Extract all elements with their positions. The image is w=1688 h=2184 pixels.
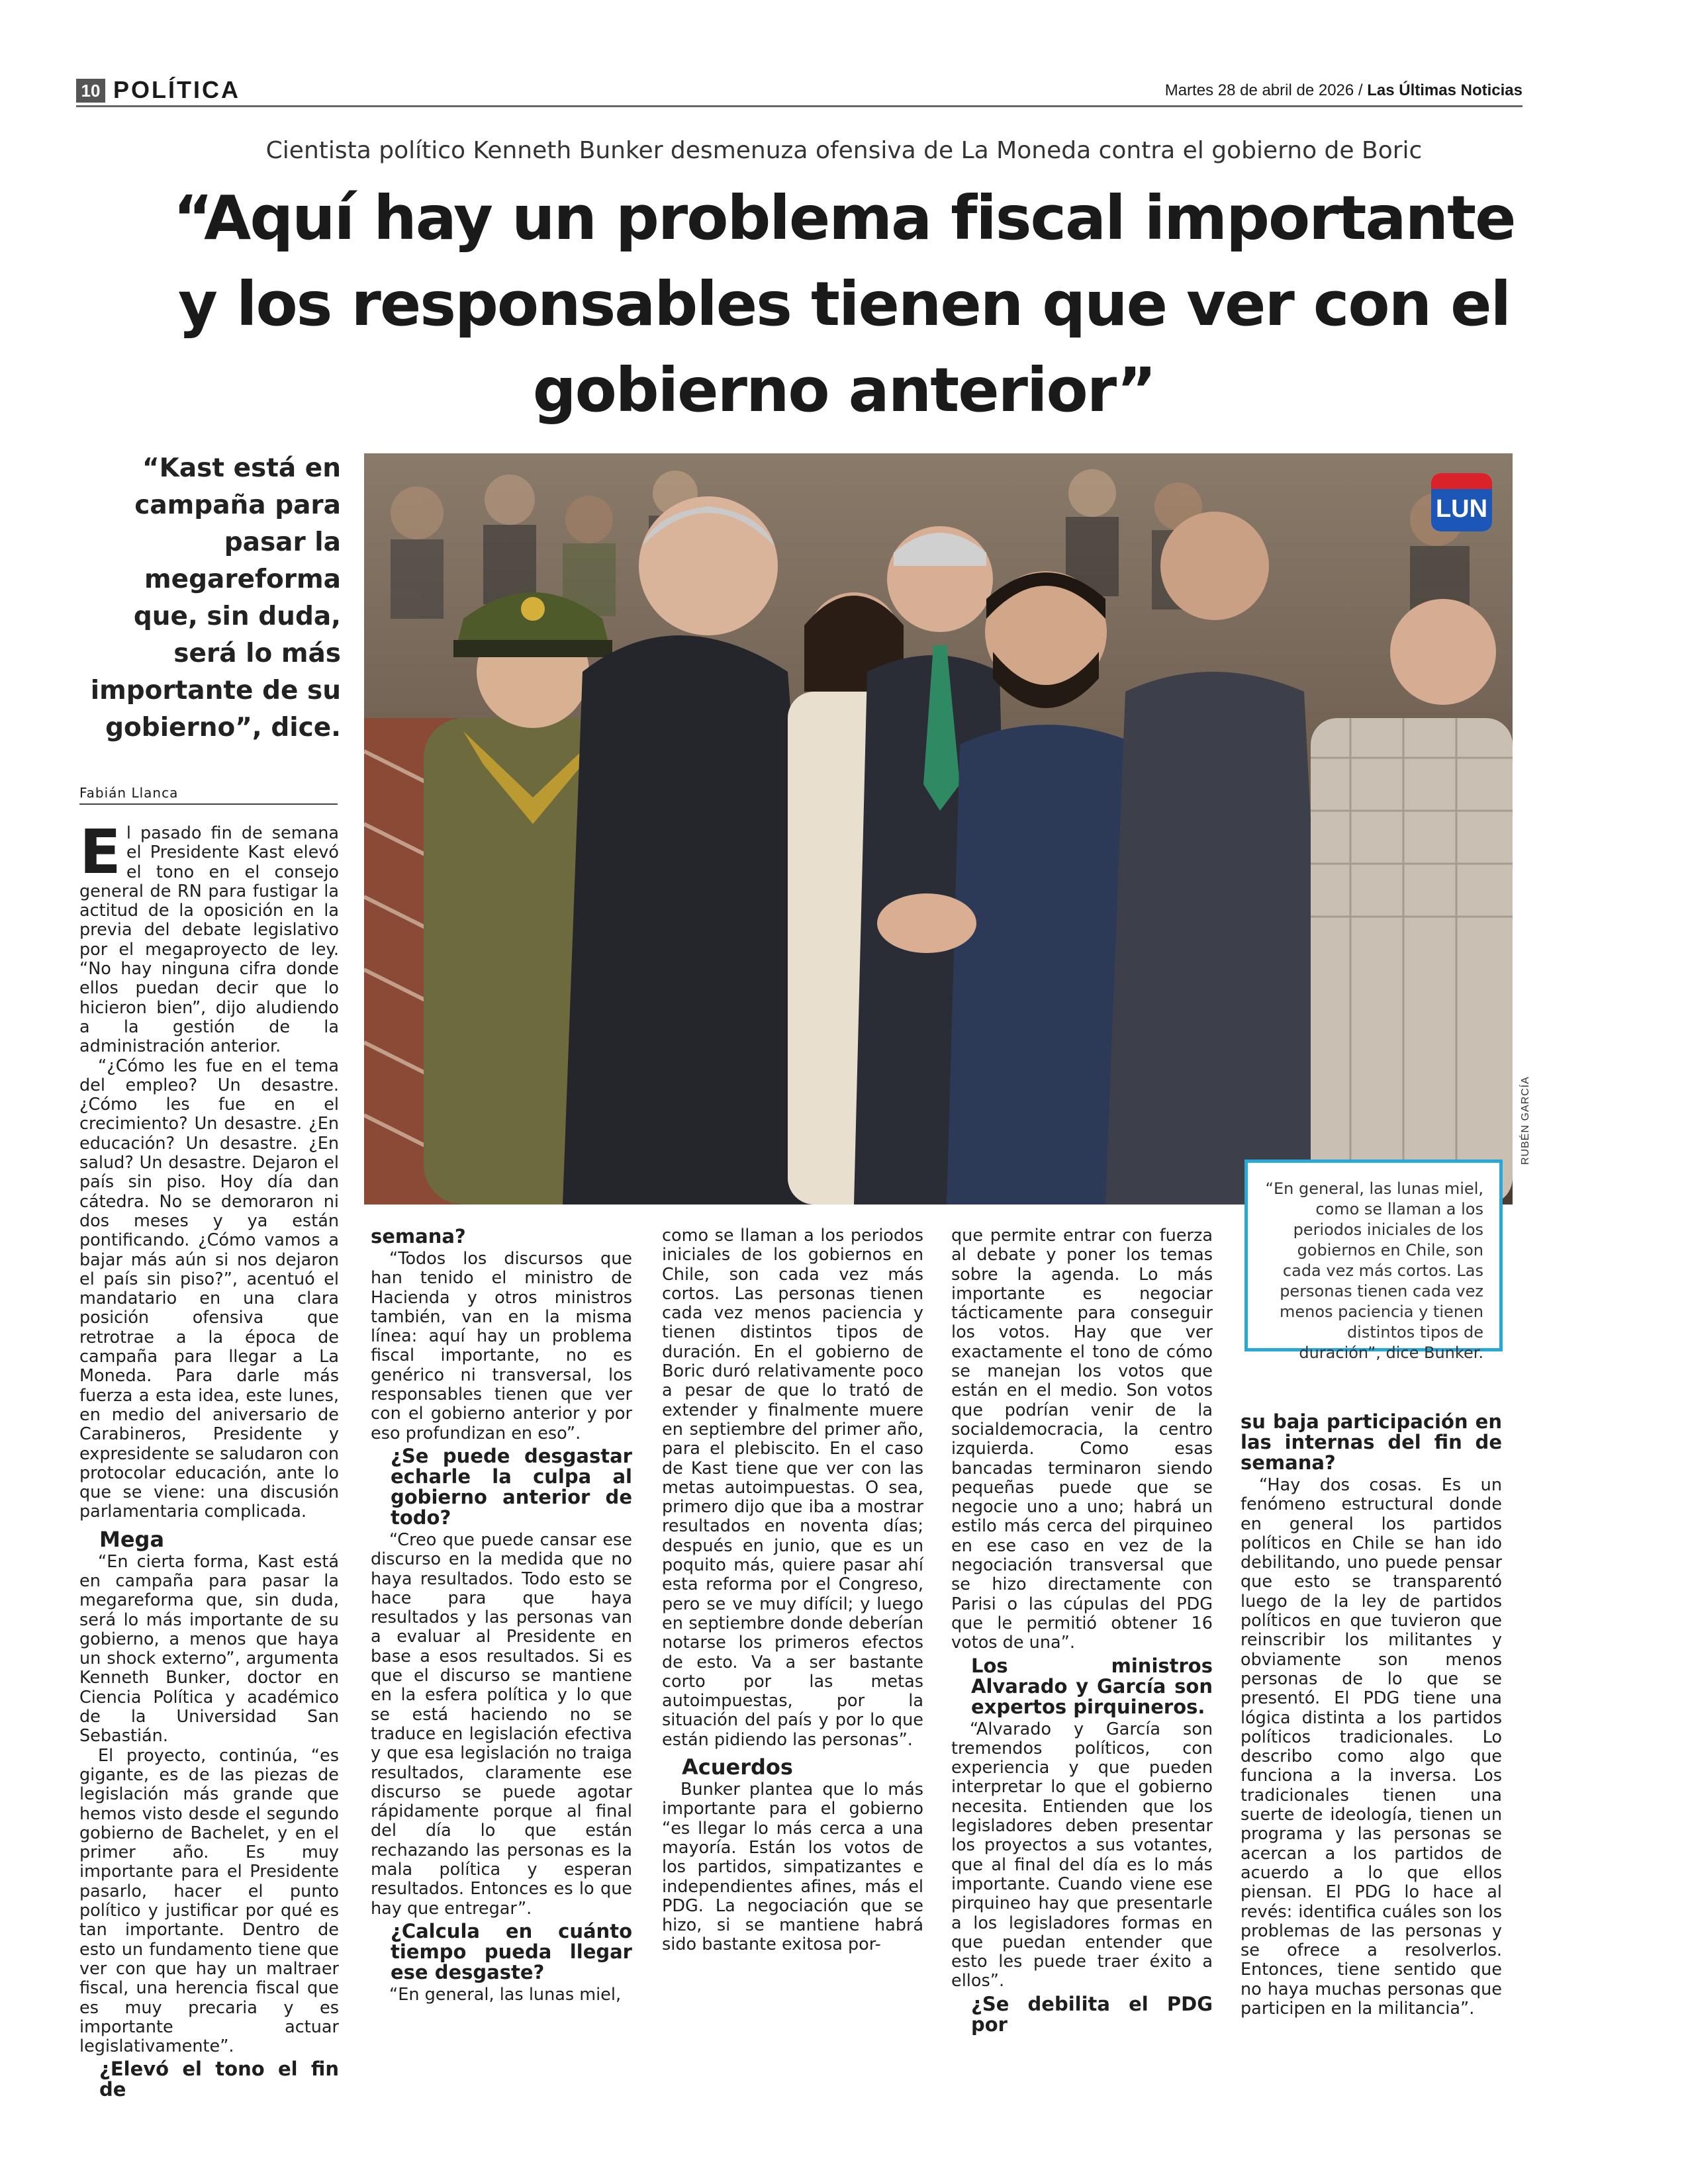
body-paragraph: “En general, las lunas miel, <box>389 1984 622 2005</box>
headline-line: “Aquí hay un problema fiscal importante <box>173 183 1515 253</box>
body-paragraph: El proyecto, continúa, “es gigante, es de las piezas de legislación más grande que hemos visto desde el segundo gobierno de Bachelet, y en el primer año. Es muy importante para el Presidente pasarlo, hacer el punto político y justificar por qué es tan importante. Dentro de esto un fundamento tiene que ver con que hay un maltraer fiscal, una herencia fiscal que es muy precaria y es importante actuar legislativamente”. <box>79 1745 339 2057</box>
body-paragraph: “Creo que puede cansar ese discurso en la medida que no haya resultados. Todo esto se hace para que haya resultados y las personas van a evaluar al Presidente en base a esos resultados. Si es que el discurso se mantiene en la esfera política y lo que se está haciendo no se traduce en legislación efectiva y que esa legislación no traiga resultados, claramente ese discurso se puede agotar rápidamente porque al final del día lo que están rechazando las personas es la mala política y esperan resultados. Entonces es lo que hay que entregar”. <box>371 1529 632 1919</box>
interview-question: ¿Se debilita el PDG por <box>971 1992 1213 2036</box>
body-paragraph: “En cierta forma, Kast está en campaña para pasar la megareforma que, sin duda, será lo más importante de su gobierno, a menos que haya un shock externo”, argumenta Kenneth Bunker, doctor en Ciencia Política y académico de la Universidad San Sebastián. <box>79 1551 339 1747</box>
photo-credit: RUBÉN GARCÍA <box>1520 1076 1531 1165</box>
photo-caption: “En general, las lunas miel, como se llaman a los periodos iniciales de los gobiernos en Chile, son cada vez más cortos. Las personas tienen cada vez menos paciencia y tienen distintos tipos de duración”, dice Bunker. <box>1244 1160 1503 1351</box>
headline-line: gobierno anterior” <box>532 355 1156 426</box>
body-paragraph: Bunker plantea que lo más importante para el gobierno “es llegar lo más cerca a una mayoría. Están los votos de los partidos, simpatizantes e independientes afines, más el PDG. La negociación que se hizo, si se mantiene habrá sido bastante exitosa por- <box>662 1780 923 1955</box>
body-paragraph: “Hay dos cosas. Es un fenómeno estructural donde en general los partidos políticos en Chile se han ido debilitando, uno puede pensar que esto se transparentó luego de la ley de partidos políticos en que tuvieron que reinscribir los militantes y obviamente son menos personas de lo que se presentó. El PDG tiene una lógica distinta a los partidos políticos tradicionales. Lo describo como algo que funciona a la inversa. Los tradicionales tienen una suerte de ideología, tienen un programa y las personas se acercan a los partidos de acuerdo a lo que ellos piensan. El PDG lo hace al revés: identifica cuáles son los problemas de las personas y se ofrece a resolverlos. Entonces, tiene sentido que no haya muchas personas que participen en la militancia”. <box>1241 1475 1502 2019</box>
body-paragraph: “Todos los discursos que han tenido el ministro de Hacienda y otros ministros también, van en la misma línea: aquí hay un problema fiscal importante, no es genérico ni transversal, los responsables tienen que ver con el gobierno anterior y por eso profundizan en eso”. <box>371 1249 632 1443</box>
body-paragraph <box>79 817 339 1057</box>
interview-question: ¿Calcula en cuánto tiempo pueda llegar ese desgaste? <box>391 1919 632 1983</box>
body-column-3 <box>662 1226 923 1955</box>
body-column-4 <box>951 1226 1213 2038</box>
subheading: Mega <box>99 1526 165 1552</box>
article-kicker: Cientista político Kenneth Bunker desmenuza ofensiva de La Moneda contra el gobierno de Boric <box>265 137 1423 164</box>
publication-name: Las Últimas Noticias <box>1367 81 1523 99</box>
body-paragraph: que permite entrar con fuerza al debate y poner los temas sobre la agenda. Lo más importante es negociar tácticamente para conseguir los votos. Hay que ver exactamente el tono de cómo se manejan los votos que están en el medio. Son votos que podrían venir de la socialdemocracia, la centro izquierda. Como esas bancadas terminaron siendo pequeñas puede que se negocie uno a uno; habrá un estilo más cerca del pirquineo en ese caso en vez de la negociación transversal que se hizo directamente con Parisi o las cúpulas del PDG que le permitió obtener 16 votos de una”. <box>951 1226 1213 1653</box>
dateline-separator: / <box>1358 81 1363 99</box>
pull-quote: “Kast está en campaña para pasar la megareforma que, sin duda, será lo más importante de su gobierno”, dice. <box>90 453 341 743</box>
article-photo <box>364 453 1513 1205</box>
page-header <box>76 76 1523 107</box>
lun-logo <box>1431 473 1492 531</box>
interview-question: ¿Se puede desgastar echarle la culpa al gobierno anterior de todo? <box>391 1444 632 1529</box>
headline-line: y los responsables tienen que ver con el <box>177 269 1511 340</box>
article-headline <box>113 175 1575 433</box>
body-paragraph: “¿Cómo les fue en el tema del empleo? Un desastre. ¿Cómo les fue en el crecimiento? Un desastre. ¿En educación? Un desastre. ¿En salud? Un desastre. Dejaron el país sin piso. Hoy día dan cátedra. No se demoraron ni dos meses y ya están pontificando. ¿Cómo vamos a bajar más aún si nos dejaron el país sin piso?”, acentuó el mandatario en una clara posición ofensiva que retrotrae a la época de campaña para llegar a La Moneda. Para darle más fuerza a esta idea, este lunes, en medio del aniversario de Carabineros, Presidente y expresidente se saludaron con protocolar educación, ante lo que se viene: una discusión parlamentaria complicada. <box>79 1056 339 1522</box>
body-column-2 <box>371 1226 632 2005</box>
subheading: Acuerdos <box>682 1754 793 1780</box>
section-name: POLÍTICA <box>113 76 240 103</box>
page-number: 10 <box>76 79 105 103</box>
body-paragraph: “Alvarado y García son tremendos políticos, con experiencia y que pueden interpretar lo que el gobierno necesita. Entienden que los legisladores deben presentar los proyectos a sus votantes, que al final del día es lo más importante. Cuando viene ese pirquineo hay que presentarle a los legisladores formas en que puedan entender que esto les puede traer éxito a ellos”. <box>951 1719 1213 1991</box>
interview-question: ¿Elevó el tono el fin de <box>99 2058 339 2101</box>
body-column-1 <box>79 817 339 2103</box>
photo-scene <box>364 453 1513 1205</box>
body-text: l pasado fin de semana el Presidente Kast elevó el tono en el consejo general de RN para fustigar la actitud de la oposición en la previa del debate legislativo por el megaproyecto de ley. “No hay ninguna cifra donde ellos puedan decir que lo hicieron bien”, dijo aludiendo a la gestión de la administración anterior. <box>79 823 339 1057</box>
lun-logo-text: LUN <box>1431 489 1492 531</box>
body-column-5 <box>1241 1412 1502 2019</box>
body-paragraph: como se llaman a los periodos iniciales de los gobiernos en Chile, son cada vez más cortos. Las personas tienen cada vez menos paciencia y tienen distintos tipos de duración. En el gobierno de Boric duró relativamente poco a pesar de que lo trató de extender y finalmente muere en septiembre del primer año, para el plebiscito. En el caso de Kast tiene que ver con las metas autoimpuestas. O sea, primero dijo que iba a mostrar resultados en noventa días; después en junio, que es un poquito más, quiere pasar ahí esta reforma por el Congreso, pero se ve muy difícil; y luego en septiembre donde deberían notarse los primeros efectos de esto. Va a ser bastante corto por las metas autoimpuestas, por la situación del país y por lo que están pidiendo las personas”. <box>662 1226 923 1750</box>
byline: Fabián Llanca <box>79 785 338 805</box>
drop-cap: E <box>79 817 121 887</box>
dateline <box>1165 81 1523 100</box>
interview-question: Los ministros Alvarado y García son expertos pirquineros. <box>971 1654 1213 1718</box>
interview-question: su baja participación en las internas del fin de semana? <box>1241 1410 1502 1474</box>
issue-date: Martes 28 de abril de 2026 <box>1164 81 1354 99</box>
interview-question: semana? <box>371 1225 466 1248</box>
